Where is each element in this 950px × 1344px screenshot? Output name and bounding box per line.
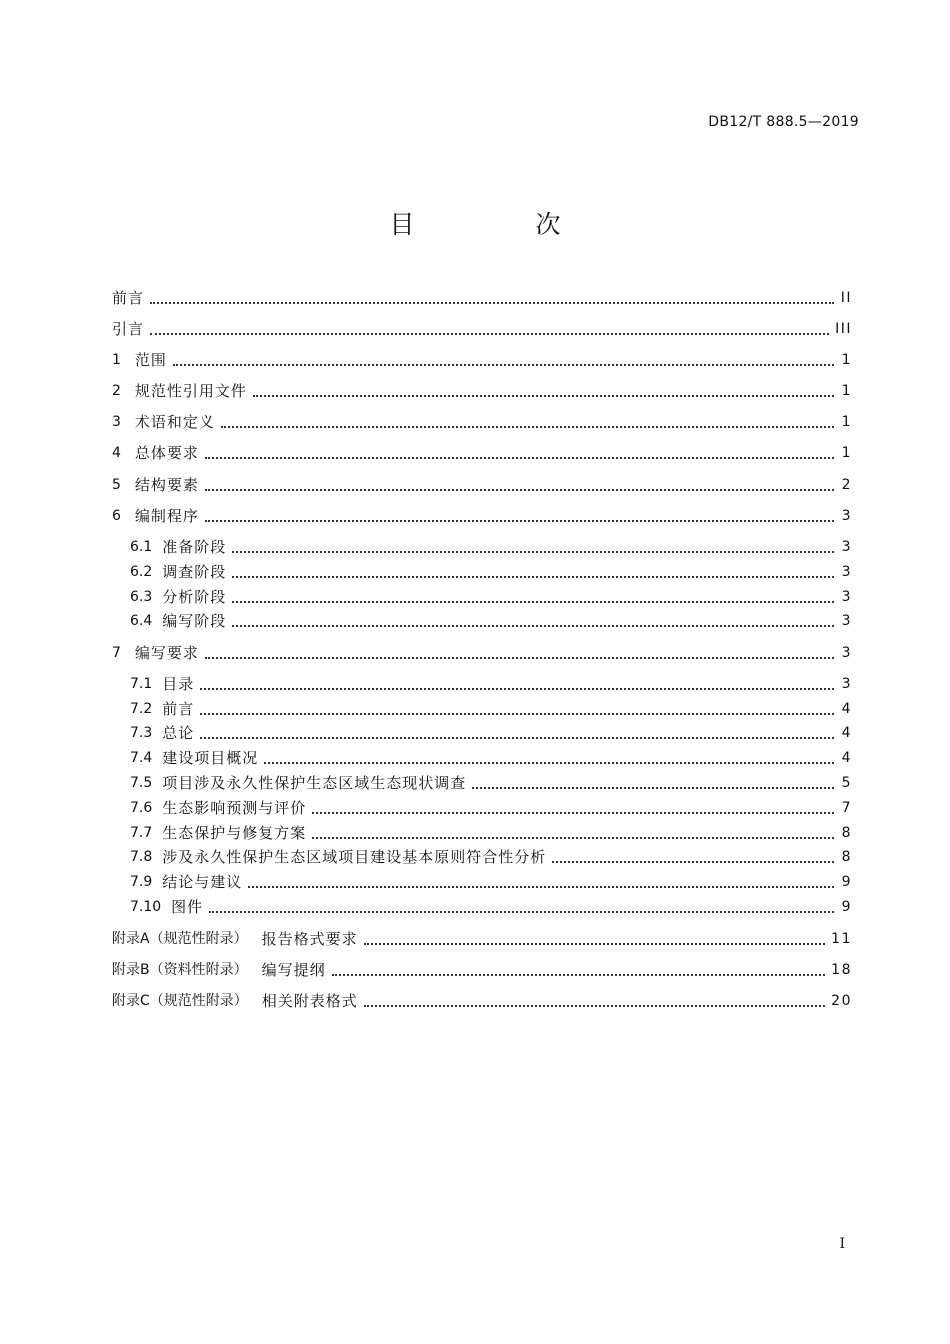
toc-entry-title: 生态影响预测与评价 [162,799,307,817]
toc-entry-number: 7.3 [130,725,153,741]
toc-entry-page: 9 [841,874,852,890]
toc-entry-page: 3 [841,508,852,524]
toc-leader-dots [150,287,834,309]
toc-leader-dots [150,318,829,340]
toc-leader-dots [264,747,834,769]
toc-entry-7[interactable] [112,642,852,664]
toc-entry-number: 7.8 [130,849,153,865]
toc-entry-number: 4 [112,445,121,461]
toc-entry-title: 分析阶段 [162,588,227,606]
toc-leader-dots [200,698,834,720]
toc-entry-number: 6.1 [130,539,153,555]
toc-entry-page: 8 [841,825,852,841]
toc-entry-title: 编写要求 [134,644,199,662]
toc-entry-7-2[interactable] [130,698,852,720]
toc-entry-page: II [840,290,852,306]
toc-entry-number: 7.2 [130,701,153,717]
toc-entry-page: 1 [841,383,852,399]
toc-entry-7-3[interactable] [130,722,852,744]
toc-entry-page: 5 [841,775,852,791]
toc-leader-dots [232,536,834,558]
toc-entry-appendix-b[interactable] [112,959,852,981]
standard-code: DB12/T 888.5—2019 [708,114,859,130]
toc-entry-7-10[interactable] [130,896,852,918]
toc-leader-dots [200,673,834,695]
toc-entry-page: 3 [841,589,852,605]
toc-entry-number: 7.5 [130,775,153,791]
toc-entry-page: 3 [841,645,852,661]
toc-entry-6-1[interactable] [130,536,852,558]
toc-entry-7-5[interactable] [130,772,852,794]
toc-entry-title: 建设项目概况 [162,749,259,767]
toc-entry-title: 前言 [162,700,195,718]
toc-entry-introduction[interactable] [112,318,852,340]
toc-entry-page: 4 [841,725,852,741]
toc-entry-number: 7.9 [130,874,153,890]
toc-leader-dots [364,990,825,1012]
toc-entry-number: 7.10 [130,899,162,915]
toc-entry-1[interactable] [112,349,852,371]
toc-entry-title: 结论与建议 [162,873,243,891]
toc-entry-page: 18 [831,962,852,978]
toc-entry-page: 3 [841,676,852,692]
toc-entry-title: 图件 [171,898,204,916]
toc-leader-dots [253,380,834,402]
toc-entry-4[interactable] [112,442,852,464]
toc-leader-dots [232,610,834,632]
toc-entry-title: 准备阶段 [162,538,227,556]
toc-entry-page: 1 [841,445,852,461]
toc-entry-title: 规范性引用文件 [134,382,247,400]
toc-entry-3[interactable] [112,411,852,433]
toc-entry-number: 附录B（资料性附录） [112,962,248,978]
toc-entry-6-3[interactable] [130,586,852,608]
toc-entry-title: 生态保护与修复方案 [162,824,307,842]
toc-entry-number: 6.2 [130,564,153,580]
toc-entry-number: 7.7 [130,825,153,841]
toc-entry-number: 3 [112,414,121,430]
toc-leader-dots [312,797,834,819]
toc-entry-title: 范围 [134,351,167,369]
toc-leader-dots [173,349,834,371]
toc-entry-page: 1 [841,414,852,430]
toc-title: 目 次 [389,210,609,239]
toc-entry-page: 4 [841,701,852,717]
toc-entry-appendix-c[interactable] [112,990,852,1012]
toc-entry-title: 编写提纲 [261,961,326,979]
toc-entry-page: 7 [841,800,852,816]
toc-entry-title: 编写阶段 [162,612,227,630]
toc-entry-page: 9 [841,899,852,915]
toc-leader-dots [209,896,834,918]
toc-leader-dots [205,474,834,496]
toc-entry-appendix-a[interactable] [112,928,852,950]
toc-entry-title: 引言 [112,320,145,338]
toc-entry-title: 项目涉及永久性保护生态区域生态现状调查 [162,774,467,792]
toc-entry-number: 7.4 [130,750,153,766]
toc-entry-number: 6.3 [130,589,153,605]
toc-entry-page: 4 [841,750,852,766]
toc-entry-page: 3 [841,539,852,555]
toc-entry-number: 7.6 [130,800,153,816]
toc-entry-number: 6.4 [130,613,153,629]
toc-leader-dots [232,561,834,583]
toc-entry-number: 7 [112,645,121,661]
toc-leader-dots [312,822,834,844]
toc-entry-number: 附录A（规范性附录） [112,931,248,947]
toc-entry-title: 总体要求 [134,444,199,462]
toc-entry-page: III [835,321,852,337]
toc-entry-7-9[interactable] [130,871,852,893]
toc-leader-dots [332,959,826,981]
toc-entry-2[interactable] [112,380,852,402]
toc-entry-title: 前言 [112,289,145,307]
toc-entry-number: 附录C（规范性附录） [112,993,248,1009]
toc-entry-title: 调查阶段 [162,563,227,581]
toc-entry-title: 结构要素 [134,476,199,494]
toc-entry-7-7[interactable] [130,822,852,844]
toc-leader-dots [248,871,834,893]
toc-leader-dots [200,722,834,744]
toc-entry-7-4[interactable] [130,747,852,769]
toc-entry-title: 涉及永久性保护生态区域项目建设基本原则符合性分析 [162,848,547,866]
toc-entry-title: 报告格式要求 [261,930,358,948]
toc-leader-dots [205,505,834,527]
toc-entry-number: 2 [112,383,121,399]
toc-entry-page: 3 [841,613,852,629]
page-number: I [839,1236,845,1252]
toc-leader-dots [205,642,834,664]
toc-entry-page: 2 [841,477,852,493]
toc-entry-number: 5 [112,477,121,493]
toc-entry-6[interactable] [112,505,852,527]
toc-entry-number: 6 [112,508,121,524]
toc-entry-page: 1 [841,352,852,368]
toc-entry-5[interactable] [112,474,852,496]
toc-entry-6-2[interactable] [130,561,852,583]
toc-entry-title: 术语和定义 [134,413,215,431]
toc-entry-7-6[interactable] [130,797,852,819]
toc-entry-title: 目录 [162,675,195,693]
toc-entry-page: 11 [831,931,852,947]
toc-entry-foreword[interactable] [112,287,852,309]
toc-entry-number: 7.1 [130,676,153,692]
toc-entry-7-1[interactable] [130,673,852,695]
toc-leader-dots [364,928,826,950]
toc-leader-dots [232,586,834,608]
toc-leader-dots [221,411,834,433]
toc-entry-page: 3 [841,564,852,580]
toc-entry-title: 总论 [162,724,195,742]
toc-leader-dots [472,772,834,794]
toc-entry-page: 20 [831,993,852,1009]
toc-entry-page: 8 [841,849,852,865]
toc-leader-dots [205,442,834,464]
toc-entry-title: 相关附表格式 [261,992,358,1010]
toc-leader-dots [552,846,834,868]
toc-entry-6-4[interactable] [130,610,852,632]
toc-entry-title: 编制程序 [134,507,199,525]
toc-entry-7-8[interactable] [130,846,852,868]
toc-entry-number: 1 [112,352,121,368]
